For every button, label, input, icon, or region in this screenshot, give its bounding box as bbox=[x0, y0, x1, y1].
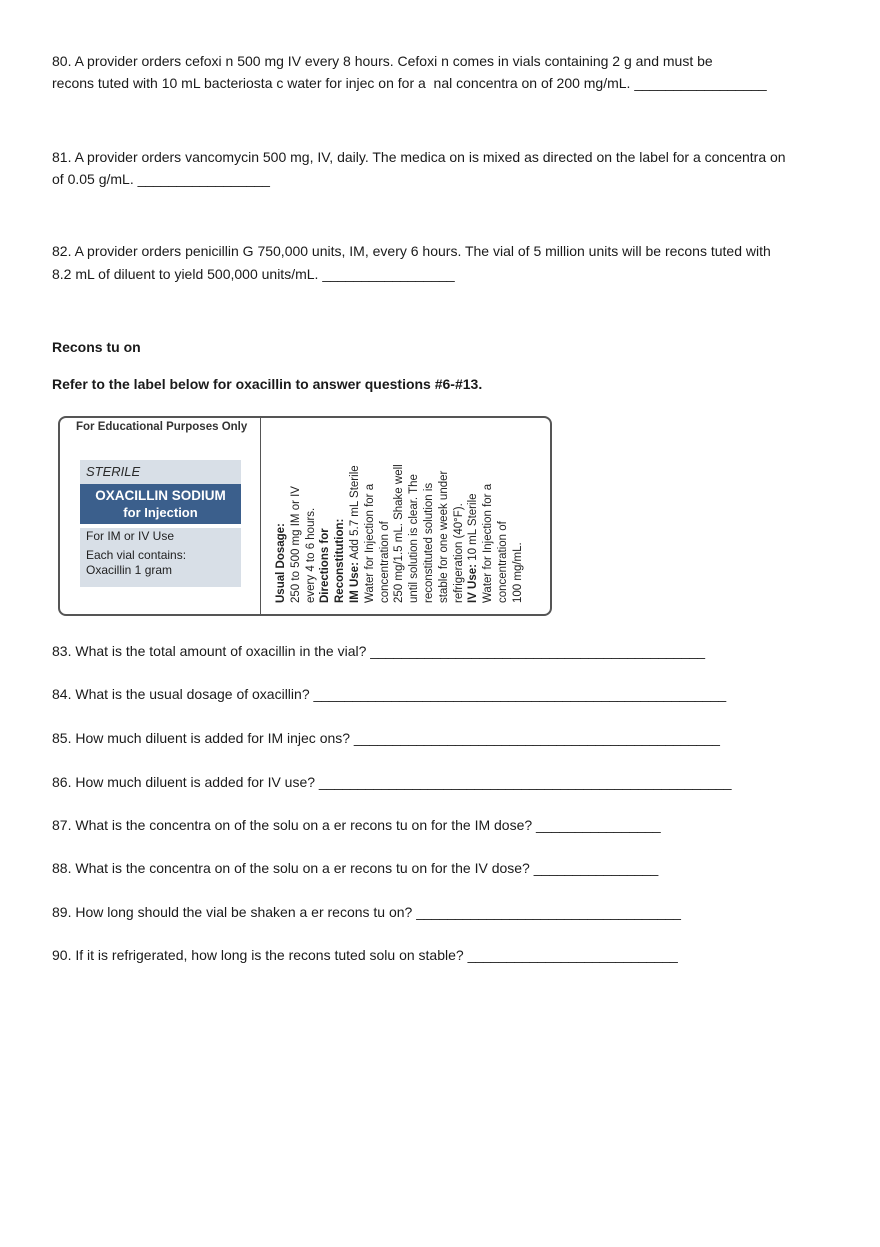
rotated-directions bbox=[270, 420, 550, 612]
label-divider bbox=[260, 418, 261, 614]
question-89: 89. How long should the vial be shaken a er recons tu on? __________________________________ bbox=[52, 904, 681, 920]
question-90: 90. If it is refrigerated, how long is the recons tuted solu on stable? ___________________________ bbox=[52, 947, 678, 963]
directions-text bbox=[273, 417, 549, 603]
im-use-title: IM Use: bbox=[348, 562, 361, 603]
im-use-2: Water for Injection for a bbox=[363, 483, 376, 603]
question-87: 87. What is the concentra on of the solu on a er recons tu on for the IM dose? ________________ bbox=[52, 817, 661, 833]
question-82-line-2: 8.2 mL of diluent to yield 500,000 units/mL. _________________ bbox=[52, 266, 455, 282]
question-83: 83. What is the total amount of oxacillin in the vial? ___________________________________________ bbox=[52, 643, 706, 659]
question-80-line-2: recons tuted with 10 mL bacteriosta c water for injec on for a nal concentra on of 200 mg/mL. _________________ bbox=[52, 75, 767, 91]
iv-use-4: 100 mg/mL. bbox=[511, 542, 524, 603]
iv-use-3: concentration of bbox=[496, 521, 509, 603]
drug-name: OXACILLIN SODIUM bbox=[95, 488, 226, 503]
section-heading: Recons tu on bbox=[52, 339, 141, 355]
im-use-6: reconstituted solution is bbox=[422, 482, 435, 603]
sterile-text: STERILE bbox=[86, 464, 141, 479]
im-use-4: 250 mg/1.5 mL. Shake well bbox=[393, 464, 406, 603]
usual-dosage-2: every 4 to 6 hours. bbox=[304, 507, 317, 603]
question-82-line-1: 82. A provider orders penicillin G 750,000 units, IM, every 6 hours. The vial of 5 million units will be recons tuted with bbox=[52, 243, 771, 259]
amount-text: Oxacillin 1 gram bbox=[86, 563, 173, 577]
usual-dosage-1: 250 to 500 mg IM or IV bbox=[289, 486, 302, 603]
im-use-5: until solution is clear. The bbox=[408, 474, 421, 603]
im-use-7: stable for one week under bbox=[437, 470, 450, 603]
question-88: 88. What is the concentra on of the solu on a er recons tu on for the IV dose? ________________ bbox=[52, 860, 659, 876]
use-text: For IM or IV Use bbox=[86, 529, 175, 543]
oxacillin-label bbox=[58, 416, 552, 616]
question-80-line-1: 80. A provider orders cefoxi n 500 mg IV every 8 hours. Cefoxi n comes in vials containing 2 g and must be bbox=[52, 53, 713, 69]
question-81-line-2: of 0.05 g/mL. _________________ bbox=[52, 171, 270, 187]
question-84: 84. What is the usual dosage of oxacillin? _____________________________________________________ bbox=[52, 686, 727, 702]
directions-title-1: Directions for bbox=[319, 528, 332, 603]
iv-use-1: 10 mL Sterile bbox=[467, 493, 480, 564]
directions-title-2: Reconstitution: bbox=[334, 518, 347, 603]
im-use-1: Add 5.7 mL Sterile bbox=[348, 465, 361, 563]
im-use-3: concentration of bbox=[378, 521, 391, 603]
im-use-8: refrigeration (40°F). bbox=[452, 503, 465, 603]
iv-use-2: Water for Injection for a bbox=[482, 483, 495, 603]
panel-divider bbox=[80, 524, 241, 528]
question-85: 85. How much diluent is added for IM injec ons? _______________________________________________ bbox=[52, 730, 720, 746]
contains-text: Each vial contains: bbox=[86, 548, 187, 562]
question-81-line-1: 81. A provider orders vancomycin 500 mg, IV, daily. The medica on is mixed as directed on the label for a concentra on bbox=[52, 149, 786, 165]
educational-note: For Educational Purposes Only bbox=[76, 421, 248, 433]
question-86: 86. How much diluent is added for IV use? _____________________________________________________ bbox=[52, 774, 732, 790]
iv-use-title: IV Use: bbox=[467, 564, 480, 603]
drug-name-band bbox=[80, 484, 241, 524]
instruction: Refer to the label below for oxacillin to answer questions #6-#13. bbox=[52, 376, 483, 392]
usual-dosage-title: Usual Dosage: bbox=[275, 523, 287, 603]
drug-form: for Injection bbox=[123, 505, 198, 520]
